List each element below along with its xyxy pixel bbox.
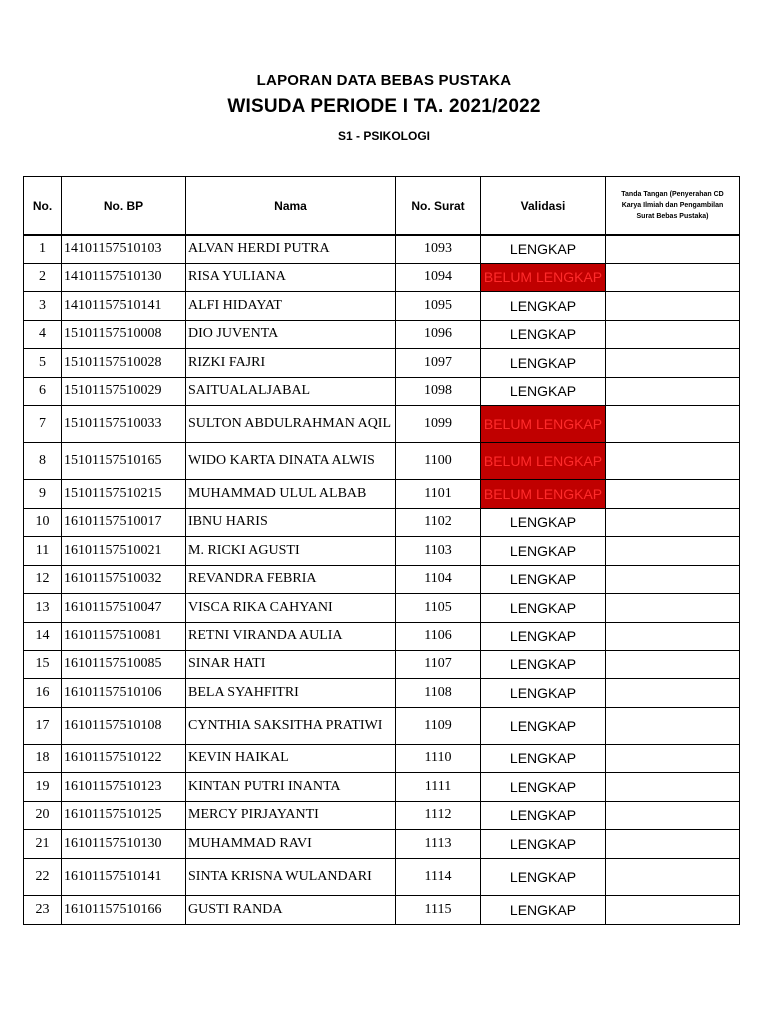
table-row: [24, 678, 740, 707]
table-row: [24, 320, 740, 348]
row-number: 16: [24, 678, 62, 707]
row-number: 6: [24, 377, 62, 405]
letter-number: 1108: [396, 678, 481, 707]
student-id: 15101157510215: [62, 479, 186, 508]
table-row: [24, 858, 740, 895]
student-name: VISCA RIKA CAHYANI: [186, 593, 396, 622]
student-id: 16101157510085: [62, 650, 186, 678]
signature-cell: [606, 320, 740, 348]
validation-status: LENGKAP: [481, 235, 606, 263]
student-id: 16101157510017: [62, 508, 186, 536]
validation-status: LENGKAP: [481, 829, 606, 858]
signature-cell: [606, 829, 740, 858]
row-number: 19: [24, 772, 62, 801]
letter-number: 1099: [396, 405, 481, 442]
student-id: 16101157510166: [62, 895, 186, 924]
row-number: 21: [24, 829, 62, 858]
student-name: M. RICKI AGUSTI: [186, 536, 396, 565]
table-body: [24, 235, 740, 924]
table-row: [24, 895, 740, 924]
student-id: 15101157510165: [62, 442, 186, 479]
signature-cell: [606, 479, 740, 508]
student-id: 16101157510106: [62, 678, 186, 707]
table-row: [24, 829, 740, 858]
signature-cell: [606, 263, 740, 291]
validation-status: LENGKAP: [481, 565, 606, 593]
row-number: 17: [24, 707, 62, 744]
report-period: WISUDA PERIODE I TA. 2021/2022: [227, 96, 541, 117]
table-row: [24, 622, 740, 650]
letter-number: 1106: [396, 622, 481, 650]
student-name: MUHAMMAD ULUL ALBAB: [186, 479, 396, 508]
student-id: 16101157510032: [62, 565, 186, 593]
student-name: SINTA KRISNA WULANDARI: [186, 858, 396, 895]
student-name: SAITUALALJABAL: [186, 377, 396, 405]
signature-cell: [606, 442, 740, 479]
student-name: BELA SYAHFITRI: [186, 678, 396, 707]
signature-cell: [606, 650, 740, 678]
student-name: REVANDRA FEBRIA: [186, 565, 396, 593]
signature-cell: [606, 565, 740, 593]
student-id: 15101157510033: [62, 405, 186, 442]
validation-status: LENGKAP: [481, 772, 606, 801]
row-number: 5: [24, 348, 62, 377]
row-number: 14: [24, 622, 62, 650]
student-id: 14101157510130: [62, 263, 186, 291]
student-id: 16101157510122: [62, 744, 186, 772]
validation-status: LENGKAP: [481, 858, 606, 895]
table-row: [24, 405, 740, 442]
student-id: 16101157510125: [62, 801, 186, 829]
signature-cell: [606, 772, 740, 801]
student-name: RETNI VIRANDA AULIA: [186, 622, 396, 650]
validation-status: LENGKAP: [481, 744, 606, 772]
table-row: [24, 377, 740, 405]
column-header-bp: No. BP: [62, 177, 186, 236]
table-row: [24, 744, 740, 772]
student-name: RISA YULIANA: [186, 263, 396, 291]
column-header-surat: No. Surat: [396, 177, 481, 236]
letter-number: 1096: [396, 320, 481, 348]
student-id: 16101157510047: [62, 593, 186, 622]
validation-status: LENGKAP: [481, 622, 606, 650]
validation-status: BELUM LENGKAP: [481, 442, 606, 479]
student-id: 14101157510141: [62, 291, 186, 320]
validation-status: LENGKAP: [481, 536, 606, 565]
table-row: [24, 536, 740, 565]
letter-number: 1101: [396, 479, 481, 508]
row-number: 3: [24, 291, 62, 320]
signature-cell: [606, 678, 740, 707]
signature-cell: [606, 536, 740, 565]
letter-number: 1103: [396, 536, 481, 565]
table-row: [24, 593, 740, 622]
row-number: 11: [24, 536, 62, 565]
signature-cell: [606, 707, 740, 744]
letter-number: 1110: [396, 744, 481, 772]
student-name: MERCY PIRJAYANTI: [186, 801, 396, 829]
letter-number: 1115: [396, 895, 481, 924]
student-id: 16101157510021: [62, 536, 186, 565]
validation-status: LENGKAP: [481, 707, 606, 744]
signature-cell: [606, 291, 740, 320]
table-row: [24, 650, 740, 678]
letter-number: 1100: [396, 442, 481, 479]
letter-number: 1094: [396, 263, 481, 291]
letter-number: 1093: [396, 235, 481, 263]
validation-status: LENGKAP: [481, 508, 606, 536]
validation-status: BELUM LENGKAP: [481, 405, 606, 442]
student-id: 15101157510029: [62, 377, 186, 405]
column-header-nama: Nama: [186, 177, 396, 236]
table-row: [24, 442, 740, 479]
row-number: 7: [24, 405, 62, 442]
row-number: 2: [24, 263, 62, 291]
signature-cell: [606, 508, 740, 536]
report-program: S1 - PSIKOLOGI: [337, 129, 430, 143]
student-name: ALFI HIDAYAT: [186, 291, 396, 320]
student-id: 15101157510028: [62, 348, 186, 377]
student-name: GUSTI RANDA: [186, 895, 396, 924]
report-title: LAPORAN DATA BEBAS PUSTAKA: [256, 72, 512, 89]
student-id: 16101157510108: [62, 707, 186, 744]
letter-number: 1105: [396, 593, 481, 622]
validation-status: LENGKAP: [481, 895, 606, 924]
letter-number: 1114: [396, 858, 481, 895]
student-id: 16101157510130: [62, 829, 186, 858]
student-id: 15101157510008: [62, 320, 186, 348]
graduation-table: [23, 176, 740, 925]
validation-status: LENGKAP: [481, 320, 606, 348]
student-name: KINTAN PUTRI INANTA: [186, 772, 396, 801]
table-row: [24, 291, 740, 320]
table-row: [24, 772, 740, 801]
student-name: CYNTHIA SAKSITHA PRATIWI: [186, 707, 396, 744]
row-number: 8: [24, 442, 62, 479]
student-name: SINAR HATI: [186, 650, 396, 678]
row-number: 18: [24, 744, 62, 772]
validation-status: LENGKAP: [481, 593, 606, 622]
validation-status: LENGKAP: [481, 678, 606, 707]
letter-number: 1102: [396, 508, 481, 536]
letter-number: 1112: [396, 801, 481, 829]
row-number: 12: [24, 565, 62, 593]
table-row: [24, 707, 740, 744]
student-name: ALVAN HERDI PUTRA: [186, 235, 396, 263]
row-number: 15: [24, 650, 62, 678]
student-name: RIZKI FAJRI: [186, 348, 396, 377]
row-number: 9: [24, 479, 62, 508]
student-name: KEVIN HAIKAL: [186, 744, 396, 772]
signature-cell: [606, 377, 740, 405]
student-name: WIDO KARTA DINATA ALWIS: [186, 442, 396, 479]
row-number: 1: [24, 235, 62, 263]
signature-cell: [606, 622, 740, 650]
student-id: 14101157510103: [62, 235, 186, 263]
student-name: MUHAMMAD RAVI: [186, 829, 396, 858]
letter-number: 1095: [396, 291, 481, 320]
column-header-tanda-tangan: Tanda Tangan (Penyerahan CD Karya Ilmiah dan Pengambilan Surat Bebas Pustaka): [606, 177, 740, 236]
student-id: 16101157510123: [62, 772, 186, 801]
table-row: [24, 508, 740, 536]
letter-number: 1109: [396, 707, 481, 744]
table-row: [24, 565, 740, 593]
student-id: 16101157510141: [62, 858, 186, 895]
letter-number: 1098: [396, 377, 481, 405]
column-header-no: No.: [24, 177, 62, 236]
row-number: 13: [24, 593, 62, 622]
table-row: [24, 479, 740, 508]
student-name: IBNU HARIS: [186, 508, 396, 536]
signature-cell: [606, 744, 740, 772]
validation-status: LENGKAP: [481, 348, 606, 377]
signature-cell: [606, 235, 740, 263]
table-row: [24, 801, 740, 829]
row-number: 22: [24, 858, 62, 895]
row-number: 20: [24, 801, 62, 829]
student-name: DIO JUVENTA: [186, 320, 396, 348]
signature-cell: [606, 593, 740, 622]
validation-status: LENGKAP: [481, 291, 606, 320]
table-header-row: [24, 177, 740, 236]
signature-cell: [606, 801, 740, 829]
signature-cell: [606, 405, 740, 442]
validation-status: BELUM LENGKAP: [481, 479, 606, 508]
validation-status: LENGKAP: [481, 801, 606, 829]
table-row: [24, 263, 740, 291]
table-row: [24, 348, 740, 377]
letter-number: 1104: [396, 565, 481, 593]
signature-cell: [606, 895, 740, 924]
table-row: [24, 235, 740, 263]
letter-number: 1111: [396, 772, 481, 801]
student-id: 16101157510081: [62, 622, 186, 650]
student-name: SULTON ABDULRAHMAN AQIL: [186, 405, 396, 442]
letter-number: 1097: [396, 348, 481, 377]
row-number: 4: [24, 320, 62, 348]
column-header-validasi: Validasi: [481, 177, 606, 236]
validation-status: LENGKAP: [481, 650, 606, 678]
letter-number: 1107: [396, 650, 481, 678]
signature-cell: [606, 348, 740, 377]
letter-number: 1113: [396, 829, 481, 858]
row-number: 10: [24, 508, 62, 536]
validation-status: BELUM LENGKAP: [481, 263, 606, 291]
signature-cell: [606, 858, 740, 895]
row-number: 23: [24, 895, 62, 924]
validation-status: LENGKAP: [481, 377, 606, 405]
